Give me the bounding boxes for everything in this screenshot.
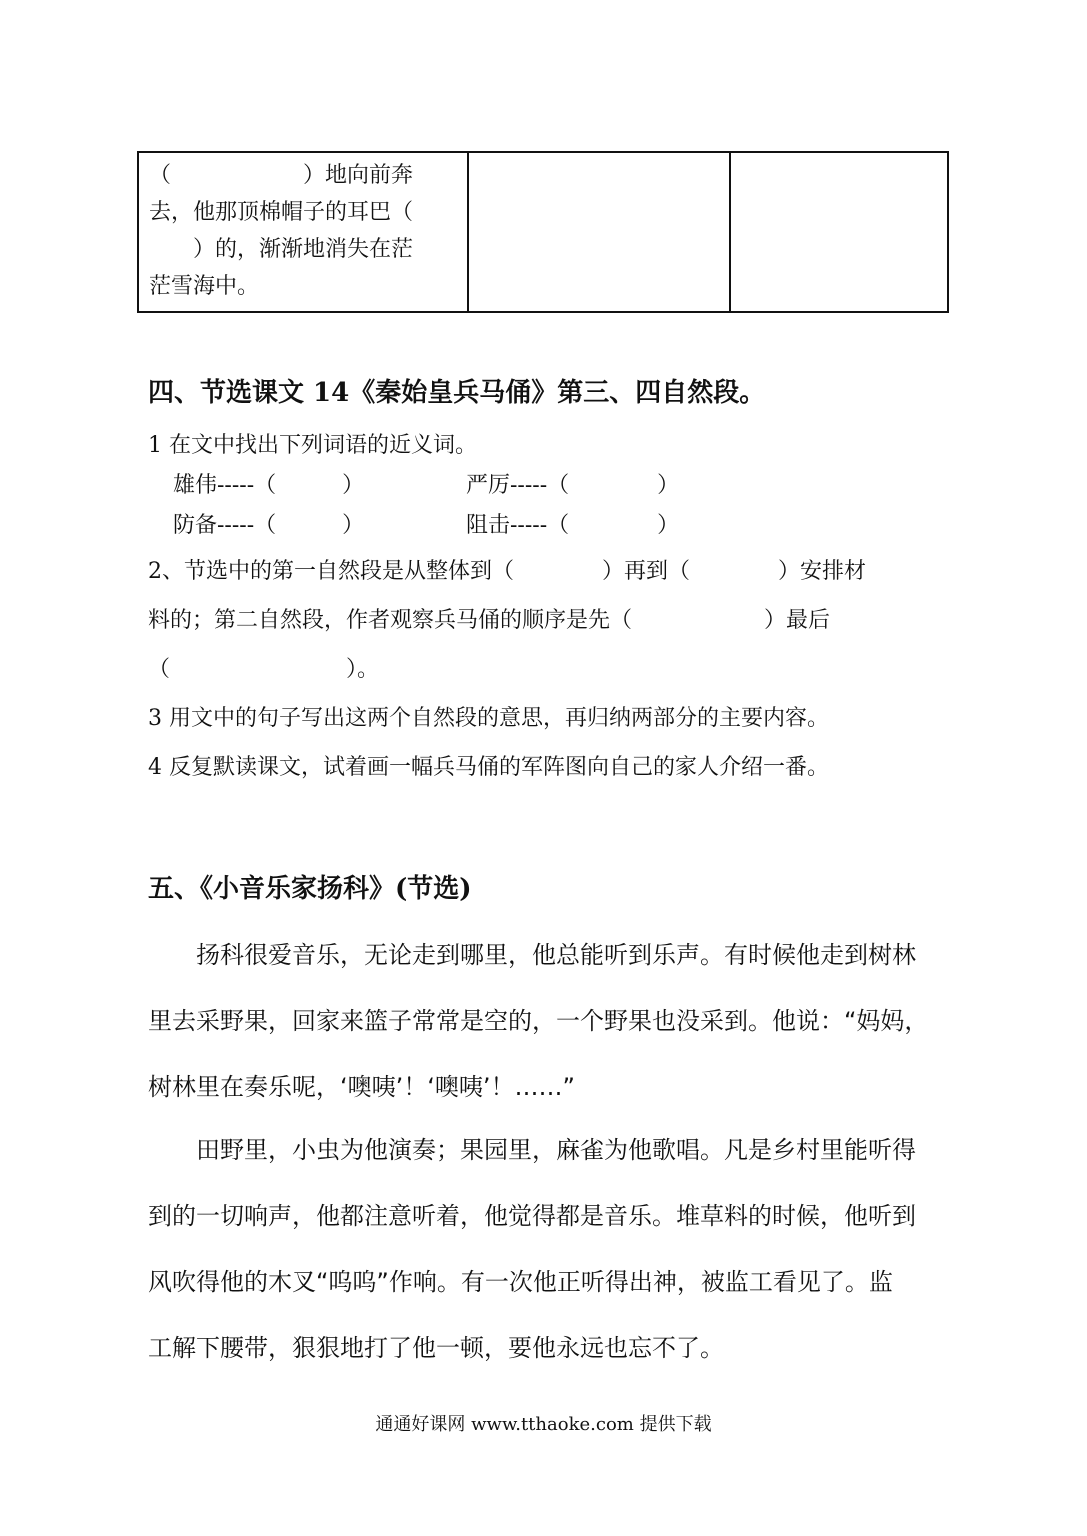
passage-line: 里去采野果，回家来篮子常常是空的，一个野果也没采到。他说：“妈妈，: [148, 1007, 929, 1035]
section4-heading: 四、节选课文 14《秦始皇兵马俑》第三、四自然段。: [148, 378, 766, 408]
page-footer: 通通好课网 www.tthaoke.com 提供下载: [375, 1414, 712, 1435]
question-2-line: 2、节选中的第一自然段是从整体到（ ）再到（ ）安排材: [148, 559, 866, 584]
table-cell-blank: [469, 153, 731, 311]
table-cell-question: [139, 153, 469, 311]
passage-line: 到的一切响声，他都注意听着，他觉得都是音乐。堆草料的时候，他听到: [148, 1202, 916, 1230]
question-1: 1 在文中找出下列词语的近义词。: [148, 433, 477, 458]
table-line: （ ）地向前奔: [149, 163, 414, 188]
section5-heading: 五、《小音乐家扬科》(节选): [148, 874, 472, 904]
passage-line: 树林里在奏乐呢，‘噢咦’！‘噢咦’！……”: [148, 1073, 575, 1101]
table-line: ）的，渐渐地消失在茫: [149, 237, 414, 262]
answer-table: [137, 151, 949, 313]
passage-line: 扬科很爱音乐，无论走到哪里，他总能听到乐声。有时候他走到树林: [148, 941, 916, 969]
synonym-item: 严厉-----（ ）: [466, 473, 680, 498]
question-2-line: （ ）。: [148, 657, 380, 682]
synonym-item: 雄伟-----（ ）: [173, 473, 365, 498]
question-4: 4 反复默读课文，试着画一幅兵马俑的军阵图向自己的家人介绍一番。: [148, 755, 829, 780]
question-3: 3 用文中的句子写出这两个自然段的意思，再归纳两部分的主要内容。: [148, 706, 829, 731]
synonym-item: 防备-----（ ）: [173, 513, 365, 538]
table-cell-blank: [731, 153, 947, 311]
question-2-line: 料的；第二自然段，作者观察兵马俑的顺序是先（ ）最后: [148, 608, 831, 633]
table-line: 茫雪海中。: [149, 274, 260, 299]
passage-line: 田野里，小虫为他演奏；果园里，麻雀为他歌唱。凡是乡村里能听得: [148, 1136, 916, 1164]
synonym-item: 阻击-----（ ）: [466, 513, 680, 538]
passage-line: 工解下腰带，狠狠地打了他一顿，要他永远也忘不了。: [148, 1334, 724, 1362]
passage-line: 风吹得他的木叉“呜呜”作响。有一次他正听得出神，被监工看见了。监: [148, 1268, 893, 1296]
table-line: 去，他那顶棉帽子的耳巴（: [149, 200, 414, 225]
